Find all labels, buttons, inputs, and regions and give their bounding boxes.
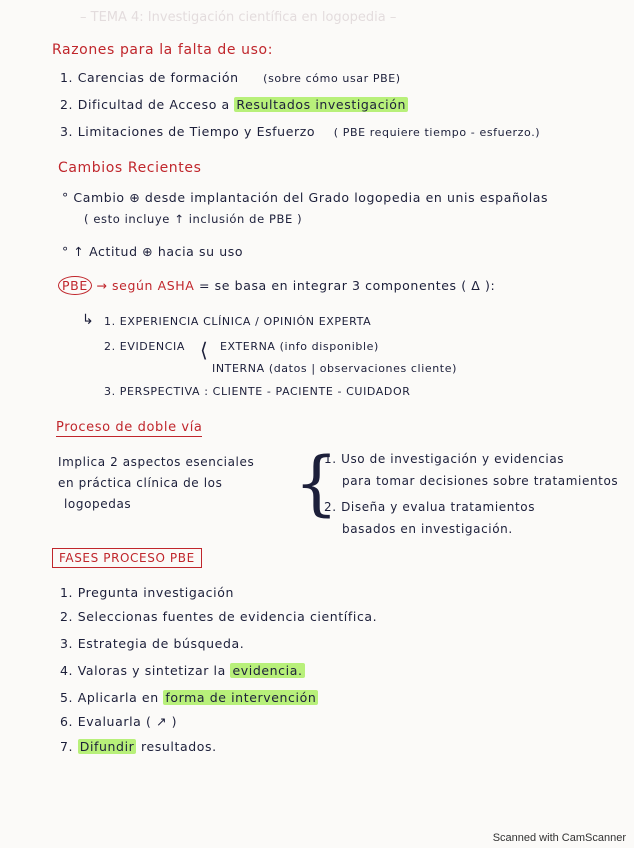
doble-via-right-2b: basados en investigación. (342, 522, 513, 536)
fases-item-5-text: Aplicarla en (77, 690, 164, 705)
fases-item-2-num: 2. (60, 609, 74, 624)
fases-item-6-text: Evaluarla ( ↗ ) (77, 714, 178, 729)
fases-item-4 (60, 663, 305, 678)
razones-item-2-text: Dificultad de Acceso a (77, 97, 230, 112)
fases-item-1-num: 1. (60, 585, 74, 600)
razones-item-1-note: (sobre cómo usar PBE) (263, 72, 401, 85)
fases-item-5 (60, 690, 318, 705)
pbe-circled-label: PBE (58, 276, 92, 295)
fases-item-1 (60, 585, 234, 600)
doble-via-right-1a: 1. Uso de investigación y evidencias (324, 452, 565, 466)
razones-item-3-note: ( PBE requiere tiempo - esfuerzo.) (333, 126, 541, 139)
doble-via-left-2: en práctica clínica de los (58, 476, 223, 490)
fases-item-6 (60, 714, 177, 729)
camscanner-watermark: Scanned with CamScanner (492, 832, 626, 844)
razones-item-2-highlight: Resultados investigación (236, 97, 407, 112)
pbe-arrow: → (96, 278, 108, 293)
fases-item-7-num: 7. (60, 739, 74, 754)
pbe-line (58, 278, 495, 293)
cambios-bullet-1a: ° Cambio ⊕ desde implantación del Grado logopedia en unis españolas (62, 190, 549, 205)
fases-item-4-num: 4. (60, 663, 74, 678)
razones-item-3-num: 3. (60, 124, 74, 139)
pbe-rest: = se basa en integrar 3 componentes ( Δ ): (199, 278, 496, 293)
fases-item-6-num: 6. (60, 714, 74, 729)
doble-via-right-2a: 2. Diseña y evalua tratamientos (324, 500, 536, 514)
doble-via-right-1b: para tomar decisiones sobre tratamientos (342, 474, 619, 488)
razones-item-1-text: Carencias de formación (77, 70, 239, 85)
razones-item-1-num: 1. (60, 70, 74, 85)
pbe-branch-symbol: ⟨ (200, 338, 209, 362)
razones-item-3-text: Limitaciones de Tiempo y Esfuerzo (77, 124, 316, 139)
fases-item-7-highlight: Difundir (79, 739, 135, 754)
bleed-through-heading: – TEMA 4: Investigación científica en logopedia – (80, 10, 397, 25)
fases-item-3-num: 3. (60, 636, 74, 651)
razones-item-2 (60, 97, 408, 112)
pbe-component-2: 2. EVIDENCIA (104, 340, 186, 353)
pbe-segun-asha: según ASHA (112, 278, 195, 293)
fases-item-3 (60, 636, 244, 651)
doble-via-title: Proceso de doble vía (56, 420, 203, 435)
pbe-component-1: 1. EXPERIENCIA CLÍNICA / OPINIÓN EXPERTA (104, 315, 372, 328)
pbe-component-3: 3. PERSPECTIVA : CLIENTE - PACIENTE - CUIDADOR (104, 385, 411, 398)
fases-item-2-text: Seleccionas fuentes de evidencia científica. (77, 609, 378, 624)
doble-via-brace: { (294, 442, 339, 524)
fases-item-2 (60, 609, 377, 624)
pbe-sub-arrow: ↳ (82, 312, 95, 328)
razones-item-1 (60, 70, 401, 85)
cambios-bullet-2: ° ↑ Actitud ⊕ hacia su uso (62, 244, 244, 259)
pbe-component-2-interna: INTERNA (datos | observaciones cliente) (212, 362, 457, 375)
razones-item-3 (60, 124, 540, 139)
cambios-bullet-1b: ( esto incluye ↑ inclusión de PBE ) (84, 212, 303, 226)
fases-item-5-highlight: forma de intervención (165, 690, 317, 705)
cambios-title: Cambios Recientes (58, 160, 202, 176)
fases-item-5-num: 5. (60, 690, 74, 705)
razones-item-2-num: 2. (60, 97, 74, 112)
fases-item-7 (60, 739, 217, 754)
fases-item-3-text: Estrategia de búsqueda. (77, 636, 245, 651)
fases-item-4-highlight: evidencia. (232, 663, 303, 678)
fases-item-4-text: Valoras y sintetizar la (77, 663, 231, 678)
razones-title: Razones para la falta de uso: (52, 42, 274, 58)
pbe-component-2-externa: EXTERNA (info disponible) (220, 340, 379, 353)
doble-via-left-3: logopedas (64, 497, 132, 511)
fases-title: FASES PROCESO PBE (52, 548, 202, 568)
doble-via-left-1: Implica 2 aspectos esenciales (58, 455, 255, 469)
fases-item-1-text: Pregunta investigación (77, 585, 234, 600)
fases-item-7-text: resultados. (136, 739, 217, 754)
